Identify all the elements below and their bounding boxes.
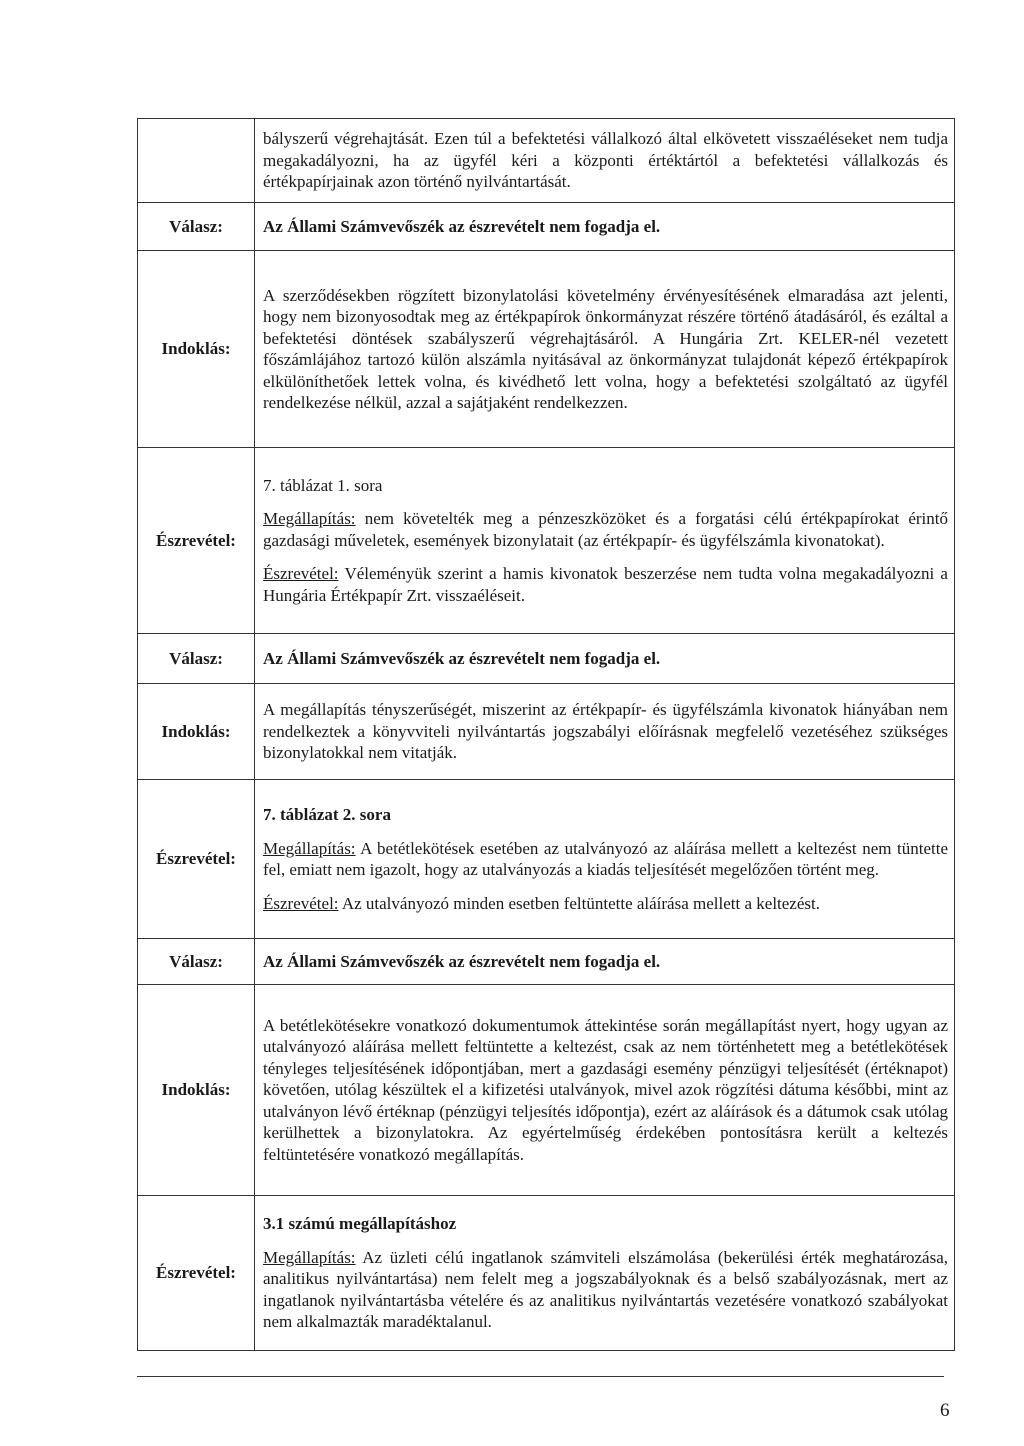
row-label: Észrevétel: xyxy=(138,780,255,939)
table-row xyxy=(138,119,955,203)
page-number: 6 xyxy=(940,1400,950,1421)
remark-paragraph xyxy=(263,893,948,915)
section-heading: 3.1 számú megállapításhoz xyxy=(263,1214,457,1234)
row-content xyxy=(255,985,955,1196)
table-row xyxy=(138,684,955,780)
row-content xyxy=(255,780,955,939)
table-row xyxy=(138,251,955,448)
row-content xyxy=(255,251,955,448)
row-content xyxy=(255,203,955,251)
response-text: Az Állami Számvevőszék az észrevételt nem fogadja el. xyxy=(263,648,661,668)
row-label: Indoklás: xyxy=(138,985,255,1196)
finding-label: Megállapítás: xyxy=(263,1247,356,1267)
finding-paragraph xyxy=(263,838,948,881)
content-text: A megállapítás tényszerűségét, miszerint az értékpapír- és ügyfélszámla kivonatok hiányában nem rendelkeztek a könyvviteli nyilvántartás jogszabályi előírásnak megfelelő vezetéséhez szükséges bizonylatokkal nem vitatják. xyxy=(263,700,948,763)
row-content xyxy=(255,119,955,203)
finding-label: Megállapítás: xyxy=(263,838,356,858)
row-label: Észrevétel: xyxy=(138,448,255,634)
response-text: Az Állami Számvevőszék az észrevételt nem fogadja el. xyxy=(263,216,661,236)
table-row xyxy=(138,634,955,684)
finding-text: Az üzleti célú ingatlanok számviteli elszámolása (bekerülési érték meghatározása, analitikus nyilvántartása) nem felelt meg a jogszabályoknak és a belső szabályozásnak, mert az ingatlanok nyilvántartásba vételére és az analitikus nyilvántartás vezetésére vonatkozó szabályokat nem alkalmazták maradéktalanul. xyxy=(263,1247,948,1332)
row-label: Indoklás: xyxy=(138,251,255,448)
row-content xyxy=(255,448,955,634)
row-label: Indoklás: xyxy=(138,684,255,780)
finding-paragraph xyxy=(263,508,948,551)
row-label: Észrevétel: xyxy=(138,1196,255,1351)
table-row xyxy=(138,780,955,939)
finding-paragraph xyxy=(263,1247,948,1333)
row-label: Válasz: xyxy=(138,203,255,251)
comments-table xyxy=(137,118,955,1351)
section-heading: 7. táblázat 1. sora xyxy=(263,475,383,495)
table-row xyxy=(138,939,955,985)
response-text: Az Állami Számvevőszék az észrevételt nem fogadja el. xyxy=(263,951,661,971)
content-text: bályszerű végrehajtását. Ezen túl a befektetési vállalkozó által elkövetett visszaéléseket nem tudja megakadályozni, ha az ügyfél kéri a központi értéktártól a befektetési vállalkozás és értékpapírjainak azon történő nyilvántartását. xyxy=(263,129,948,192)
remark-label: Észrevétel: xyxy=(263,893,339,913)
remark-text: Véleményük szerint a hamis kivonatok beszerzése nem tudta volna megakadályozni a Hungária Értékpapír Zrt. visszaéléseit. xyxy=(263,564,948,605)
row-content xyxy=(255,684,955,780)
remark-label: Észrevétel: xyxy=(263,564,339,584)
finding-label: Megállapítás: xyxy=(263,509,356,529)
row-content xyxy=(255,634,955,684)
row-label xyxy=(138,119,255,203)
section-heading: 7. táblázat 2. sora xyxy=(263,805,391,824)
table-row xyxy=(138,985,955,1196)
finding-text: nem követelték meg a pénzeszközöket és a forgatási célú értékpapírokat érintő gazdasági műveletek, események bizonylatait (az értékpapír- és ügyfélszámla kivonatokat). xyxy=(263,509,949,550)
content-text: A betétlekötésekre vonatkozó dokumentumok áttekintése során megállapítást nyert, hogy ugyan az utalványozó aláírása mellett feltüntette a keltezést, csak az nem történhetett meg a betétlekötések tényleges teljesítésének időpontjában, mert a gazdasági esemény pénzügyi teljesítését (értéknapot) követően, utólag készültek el a kifizetési utalványok, mivel azok rögzítési dátuma későbbi, mint az utalványon lévő értéknap (pénzügyi teljesítés időpontja), ezért az aláírások és a dátumok csak utólag kerülhettek a bizonylatokra. Az egyértelműség érdekében pontosításra került a keltezés feltüntetésére vonatkozó megállapítás. xyxy=(263,1015,948,1164)
row-content xyxy=(255,1196,955,1351)
footer-divider xyxy=(137,1376,944,1377)
content-text: A szerződésekben rögzített bizonylatolási követelmény érvényesítésének elmaradása azt jelenti, hogy nem bizonyosodtak meg az értékpapírok önkormányzat részére történő átadásáról, és ezáltal a befektetési döntések szabályszerű végrehajtásáról. A Hungária Zrt. KELER-nél vezetett főszámlájához tartozó külön alszámla nyitásával az önkormányzat tulajdonát képező értékpapírok elkülöníthetőek lettek volna, és kivédhető lett volna, hogy a befektetési szolgáltató az ügyfél rendelkezése nélkül, azzal a sajátjaként rendelkezzen. xyxy=(263,285,948,412)
table-row xyxy=(138,1196,955,1351)
finding-text: A betétlekötések esetében az utalványozó az aláírása mellett a keltezést nem tüntette fel, emiatt nem igazolt, hogy az utalványozás a kiadás teljesítését megelőzően történt meg. xyxy=(263,838,949,879)
row-label: Válasz: xyxy=(138,939,255,985)
remark-text: Az utalványozó minden esetben feltüntette aláírása mellett a keltezést. xyxy=(341,893,820,913)
table-row xyxy=(138,448,955,634)
row-content xyxy=(255,939,955,985)
row-label: Válasz: xyxy=(138,634,255,684)
table-row xyxy=(138,203,955,251)
remark-paragraph xyxy=(263,563,948,606)
